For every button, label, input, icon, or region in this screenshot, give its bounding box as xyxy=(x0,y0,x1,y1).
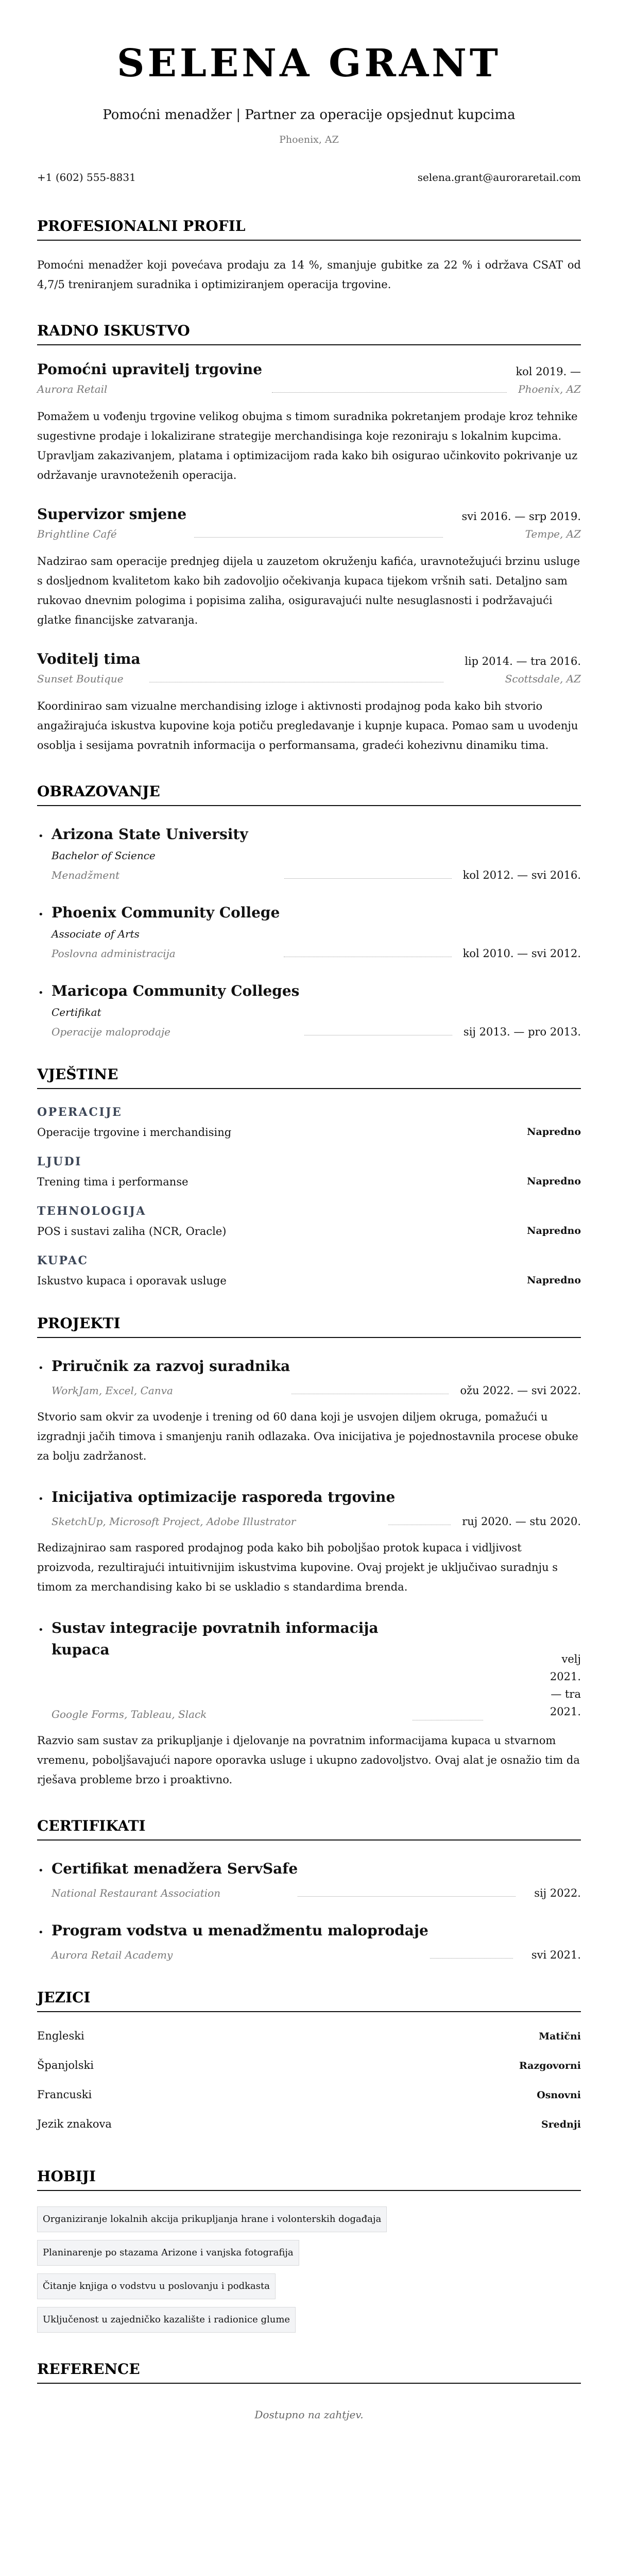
dotted-leader xyxy=(284,872,451,879)
certification-date: sij 2022. xyxy=(534,1887,581,1899)
project-entry xyxy=(37,1356,581,1466)
project-list xyxy=(37,1356,581,1789)
experience-section xyxy=(37,322,581,755)
job-description: Nadzirao sam operacije prednjeg dijela u zauzetom okruženju kafića, uravnotežujući brzinu usluge s dosljednom kvalitetom kako bih zadovoljio očekivanja kupaca tijekom vršnih sati. Detaljno sam rukovao dnevnim pologima i popisima zaliha, osiguravajući nulte nesuglasnosti i podržavajući glatke financijske zatvaranja. xyxy=(37,555,580,626)
skill-group xyxy=(37,1106,581,1139)
education-dates: kol 2012. — svi 2016. xyxy=(462,869,581,881)
project-entry xyxy=(37,1486,581,1597)
certification-entry xyxy=(37,1858,581,1899)
bullet-icon: • xyxy=(38,1625,44,1635)
dotted-leader xyxy=(413,1713,483,1720)
candidate-name: SELENA GRANT xyxy=(117,41,501,86)
certification-issuer: Aurora Retail Academy xyxy=(52,1949,173,1961)
skill-category: LJUDI xyxy=(37,1155,82,1168)
project-description: Razvio sam sustav za prikupljanje i djelovanje na povratnim informacijama kupaca u stvarnom vremenu, poboljšavajući napore oporavka usluge i ukupno zadovoljstvo. Ovaj alat je osnažio tim da rješava probleme brzo i proaktivno. xyxy=(37,1734,580,1786)
skill-name: Operacije trgovine i merchandising xyxy=(37,1126,232,1139)
candidate-location: Phoenix, AZ xyxy=(279,134,339,145)
dotted-leader xyxy=(304,1028,452,1035)
degree: Certifikat xyxy=(52,1006,101,1018)
bullet-icon: • xyxy=(38,909,44,920)
bullet-icon: • xyxy=(38,1865,44,1876)
bullet-icon: • xyxy=(38,1927,44,1938)
skill-group xyxy=(37,1205,581,1237)
skill-category: TEHNOLOGIJA xyxy=(37,1205,146,1218)
language-level: Osnovni xyxy=(537,2089,581,2101)
certification-list xyxy=(37,1858,581,1961)
school-name: Maricopa Community Colleges xyxy=(52,982,300,999)
section-title: CERTIFIKATI xyxy=(37,1817,581,1841)
skill-name: POS i sustavi zaliha (NCR, Oracle) xyxy=(37,1225,227,1237)
project-dates: ruj 2020. — stu 2020. xyxy=(462,1515,581,1528)
skill-group xyxy=(37,1254,581,1287)
job-description: Koordinirao sam vizualne merchandising izloge i aktivnosti prodajnog poda kako bih stvorio angažirajuća iskustva kupovine koja potiču pregledavanje i kupnje kupaca. Pomao sam u uvodenju osoblja i sesijama povratnih informacija o performansama, gradeći kohezivnu dinamiku tima. xyxy=(37,700,578,751)
profile-summary: Pomoćni menadžer koji povećava prodaju za 14 %, smanjuje gubitke za 22 % i održava CSAT od 4,7/5 treniranjem suradnika i optimiziranjem operacija trgovine. xyxy=(37,259,581,291)
bullet-icon: • xyxy=(38,831,44,842)
education-dates: kol 2010. — svi 2012. xyxy=(462,947,581,960)
language-level: Razgovorni xyxy=(519,2060,581,2071)
project-dates: ožu 2022. — svi 2022. xyxy=(460,1384,581,1397)
skill-group xyxy=(37,1155,581,1188)
job-location: Tempe, AZ xyxy=(525,528,581,540)
hobby-tag: Uključenost u zajedničko kazalište i radionice glume xyxy=(37,2307,296,2333)
job-location: Scottsdale, AZ xyxy=(505,673,581,685)
languages-section xyxy=(37,1989,581,2140)
job-title: Supervizor smjene xyxy=(37,506,187,523)
degree: Associate of Arts xyxy=(52,928,140,940)
company-name: Sunset Boutique xyxy=(37,673,124,685)
language-name: Engleski xyxy=(37,2030,84,2042)
bullet-icon: • xyxy=(38,988,44,998)
job-entry xyxy=(37,650,581,755)
job-location: Phoenix, AZ xyxy=(518,383,581,395)
bullet-icon: • xyxy=(38,1494,44,1504)
job-description: Pomažem u vođenju trgovine velikog obujma s timom suradnika pokretanjem prodaje kroz tehnike sugestivne prodaje i lokalizirane strategije merchandisinga koje rezoniraju s lokalnim kupcima. Upravljam zakazivanjem, platama i optimizacijom rada kako bih osigurao učinkovito pokrivanje uz održavanje uravnoteženih operacija. xyxy=(37,410,578,481)
education-entry xyxy=(37,902,581,960)
hobby-list xyxy=(37,2206,581,2333)
skill-name: Iskustvo kupaca i oporavak usluge xyxy=(37,1275,227,1287)
section-title: VJEŠTINE xyxy=(37,1066,581,1089)
language-level: Srednji xyxy=(541,2119,581,2130)
section-title: JEZICI xyxy=(37,1989,581,2012)
section-title: REFERENCE xyxy=(37,2361,581,2384)
projects-section xyxy=(37,1315,581,1789)
project-name: Sustav integracije povratnih informacija kupaca xyxy=(52,1619,379,1658)
project-entry xyxy=(37,1617,581,1789)
language-name: Španjolski xyxy=(37,2059,94,2071)
project-description: Redizajnirao sam raspored prodajnog poda kako bih poboljšao protok kupaca i vidljivost proizvoda, rezultirajući intuitivnijim iskustvima kupovine. Ovaj projekt je uključivao suradnju s timom za merchandising kako bi se uskladio s standardima brenda. xyxy=(37,1542,558,1593)
project-description: Stvorio sam okvir za uvodenje i trening od 60 dana koji je usvojen diljem okruga, pomažući u izgradnji jačih timova i smanjenju ranih odlazaka. Ova inicijativa je pojednostavnila procese obuke za bolju zadržanost. xyxy=(37,1411,578,1462)
email-address[interactable]: selena.grant@auroraretail.com xyxy=(417,171,581,183)
skill-category: OPERACIJE xyxy=(37,1106,123,1119)
section-title: HOBIJI xyxy=(37,2168,581,2191)
phone-number[interactable]: +1 (602) 555-8831 xyxy=(37,171,136,183)
dotted-leader xyxy=(149,675,443,682)
language-row xyxy=(37,2081,581,2111)
hobby-tag: Planinarenje po stazama Arizone i vanjska fotografija xyxy=(37,2240,299,2266)
language-row xyxy=(37,2052,581,2081)
contact-row xyxy=(37,171,581,183)
job-title: Pomoćni upravitelj trgovine xyxy=(37,361,263,378)
section-title: PROFESIONALNI PROFIL xyxy=(37,218,581,241)
section-title: RADNO ISKUSTVO xyxy=(37,322,581,345)
section-title: OBRAZOVANJE xyxy=(37,783,581,806)
school-name: Phoenix Community College xyxy=(52,904,280,921)
skill-name: Trening tima i performanse xyxy=(37,1176,188,1188)
job-dates: lip 2014. — tra 2016. xyxy=(465,655,581,667)
hobby-tag: Organiziranje lokalnih akcija prikupljanja hrane i volonterskih događaja xyxy=(37,2206,387,2232)
dotted-leader xyxy=(291,1387,449,1394)
hobby-tag: Čitanje knjiga o vodstvu u poslovanju i podkasta xyxy=(37,2273,276,2299)
company-name: Brightline Café xyxy=(37,528,117,540)
dotted-leader xyxy=(298,1889,516,1897)
certification-issuer: National Restaurant Association xyxy=(52,1887,221,1899)
degree: Bachelor of Science xyxy=(52,849,156,862)
profile-section xyxy=(37,218,581,294)
job-entry xyxy=(37,506,581,630)
project-name: Inicijativa optimizacije rasporeda trgovine xyxy=(52,1488,396,1506)
education-entry xyxy=(37,824,581,881)
certification-date: svi 2021. xyxy=(531,1949,581,1961)
certifications-section xyxy=(37,1817,581,1961)
education-list xyxy=(37,824,581,1038)
language-row xyxy=(37,2022,581,2052)
language-list xyxy=(37,2022,581,2140)
certification-name: Certifikat menadžera ServSafe xyxy=(52,1860,298,1877)
skills-section xyxy=(37,1066,581,1287)
certification-entry xyxy=(37,1920,581,1961)
references-section xyxy=(37,2361,581,2421)
bullet-icon: • xyxy=(38,1363,44,1374)
job-dates: kol 2019. — xyxy=(516,365,581,378)
certification-name: Program vodstva u menadžmentu maloprodaje xyxy=(52,1922,428,1939)
education-dates: sij 2013. — pro 2013. xyxy=(463,1026,581,1038)
dotted-leader xyxy=(284,950,452,957)
language-row xyxy=(37,2111,581,2140)
section-title: PROJEKTI xyxy=(37,1315,581,1338)
hobbies-section xyxy=(37,2168,581,2333)
project-tools: Google Forms, Tableau, Slack xyxy=(52,1708,207,1720)
school-name: Arizona State University xyxy=(52,826,248,843)
project-tools: SketchUp, Microsoft Project, Adobe Illustrator xyxy=(52,1515,296,1528)
education-section xyxy=(37,783,581,1038)
field-of-study: Operacije maloprodaje xyxy=(52,1026,171,1038)
skill-level: Napredno xyxy=(527,1176,581,1187)
dotted-leader xyxy=(430,1951,513,1959)
education-entry xyxy=(37,980,581,1038)
job-dates: svi 2016. — srp 2019. xyxy=(461,510,581,523)
field-of-study: Menadžment xyxy=(52,869,120,881)
company-name: Aurora Retail xyxy=(37,383,108,395)
resume-header xyxy=(37,41,581,145)
language-name: Francuski xyxy=(37,2088,92,2101)
skill-level: Napredno xyxy=(527,1275,581,1286)
project-tools: WorkJam, Excel, Canva xyxy=(52,1384,173,1397)
dotted-leader xyxy=(194,530,443,538)
candidate-tagline: Pomoćni menadžer | Partner za operacije opsjednut kupcima xyxy=(102,107,516,123)
job-entry xyxy=(37,361,581,485)
language-name: Jezik znakova xyxy=(37,2118,112,2130)
project-dates: velj 2021. — tra 2021. xyxy=(550,1653,581,1718)
references-note: Dostupno na zahtjev. xyxy=(254,2408,364,2421)
dotted-leader xyxy=(388,1518,451,1525)
skill-level: Napredno xyxy=(527,1126,581,1138)
language-level: Matični xyxy=(539,2031,581,2042)
job-title: Voditelj tima xyxy=(37,650,141,667)
project-name: Priručnik za razvoj suradnika xyxy=(52,1358,290,1375)
dotted-leader xyxy=(272,386,507,393)
skill-category: KUPAC xyxy=(37,1254,89,1267)
field-of-study: Poslovna administracija xyxy=(52,947,176,960)
skill-level: Napredno xyxy=(527,1225,581,1236)
